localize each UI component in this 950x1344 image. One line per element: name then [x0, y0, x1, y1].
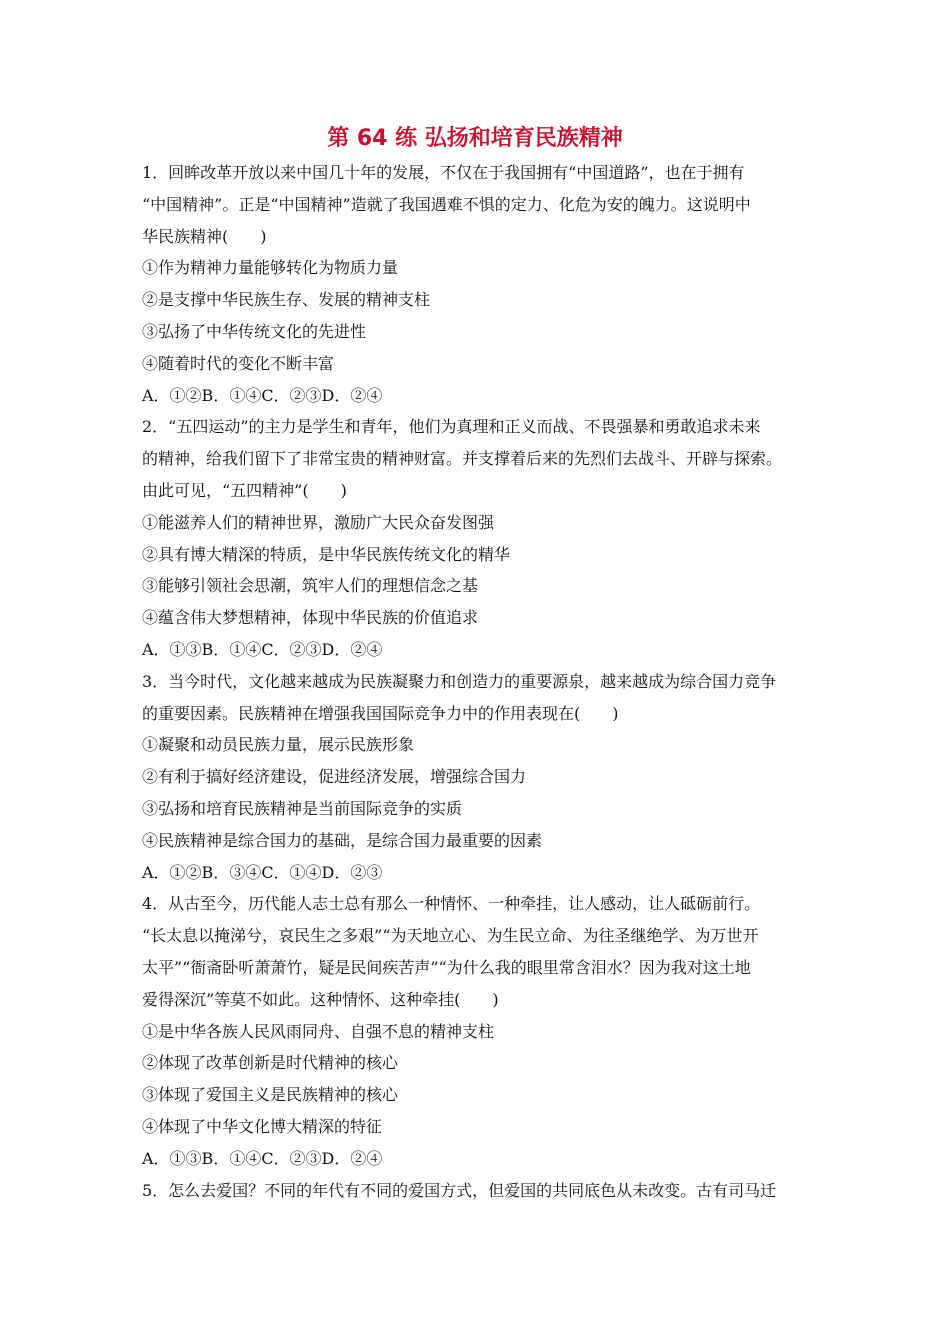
question-list: [142, 157, 812, 1206]
answer-choices: A．①②B．③④C．①④D．②③: [142, 862, 383, 882]
question-2: [142, 411, 812, 665]
question-option: ②是支撑中华民族生存、发展的精神支柱: [142, 290, 431, 310]
question-option: ②有利于搞好经济建设，促进经济发展，增强综合国力: [142, 767, 527, 787]
question-stem-line: 爱得深沉”等莫不如此。这种情怀、这种牵挂( ): [142, 989, 499, 1009]
answer-choices: A．①③B．①④C．②③D．②④: [142, 1148, 383, 1168]
question-option: ③弘扬了中华传统文化的先进性: [142, 321, 367, 341]
answer-choices: A．①③B．①④C．②③D．②④: [142, 639, 383, 659]
question-stem-line: 华民族精神( ): [142, 226, 267, 246]
question-stem-line: 5．怎么去爱国？不同的年代有不同的爱国方式，但爱国的共同底色从未改变。古有司马迁: [142, 1180, 777, 1200]
question-5: [142, 1175, 812, 1207]
question-1: [142, 157, 812, 411]
question-stem-line: 由此可见，“五四精神”( ): [142, 480, 347, 500]
question-stem-line: 太平”“衙斋卧听萧萧竹，疑是民间疾苦声”“为什么我的眼里常含泪水？因为我对这土地: [142, 957, 751, 977]
question-stem-line: 2．“五四运动”的主力是学生和青年，他们为真理和正义而战、不畏强暴和勇敢追求未来: [142, 417, 761, 437]
question-option: ③弘扬和培育民族精神是当前国际竞争的实质: [142, 798, 463, 818]
answer-choices: A．①②B．①④C．②③D．②④: [142, 385, 383, 405]
question-stem-line: 4．从古至今，历代能人志士总有那么一种情怀、一种牵挂，让人感动，让人砥砺前行。: [142, 894, 761, 914]
question-option: ②具有博大精深的特质，是中华民族传统文化的精华: [142, 544, 511, 564]
question-4: [142, 888, 812, 1174]
question-option: ④民族精神是综合国力的基础，是综合国力最重要的因素: [142, 830, 543, 850]
question-option: ④体现了中华文化博大精深的特征: [142, 1116, 383, 1136]
question-option: ①能滋养人们的精神世界，激励广大民众奋发图强: [142, 512, 495, 532]
question-option: ④随着时代的变化不断丰富: [142, 353, 335, 373]
question-option: ③体现了爱国主义是民族精神的核心: [142, 1085, 399, 1105]
question-stem-line: 3．当今时代，文化越来越成为民族凝聚力和创造力的重要源泉，越来越成为综合国力竞争: [142, 671, 777, 691]
question-option: ①作为精神力量能够转化为物质力量: [142, 258, 399, 278]
question-stem-line: 1．回眸改革开放以来中国几十年的发展，不仅在于我国拥有“中国道路”，也在于拥有: [142, 163, 745, 182]
question-option: ④蕴含伟大梦想精神，体现中华民族的价值追求: [142, 608, 479, 628]
question-stem-line: 的精神，给我们留下了非常宝贵的精神财富。并支撑着后来的先烈们去战斗、开辟与探索。: [142, 449, 783, 469]
page-title: 第 64 练 弘扬和培育民族精神: [327, 126, 623, 151]
question-3: [142, 666, 812, 889]
question-stem-line: 的重要因素。民族精神在增强我国国际竞争力中的作用表现在( ): [142, 703, 619, 723]
question-option: ②体现了改革创新是时代精神的核心: [142, 1053, 399, 1073]
question-option: ①是中华各族人民风雨同舟、自强不息的精神支柱: [142, 1021, 495, 1041]
question-option: ③能够引领社会思潮，筑牢人们的理想信念之基: [142, 576, 479, 596]
question-stem-line: “中国精神”。正是“中国精神”造就了我国遇难不惧的定力、化危为安的魄力。这说明中: [142, 194, 751, 214]
question-option: ①凝聚和动员民族力量，展示民族形象: [142, 735, 415, 755]
question-stem-line: “长太息以掩涕兮，哀民生之多艰”“为天地立心、为生民立命、为往圣继绝学、为万世开: [142, 926, 759, 946]
